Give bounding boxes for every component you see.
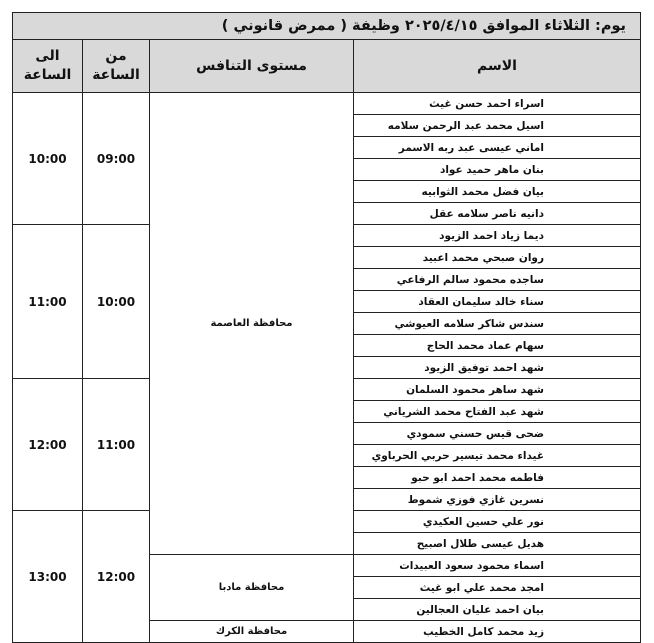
candidate-name: ديما زياد احمد الزيود [354,225,641,247]
candidate-name: بيان فضل محمد الثوابيه [354,181,641,203]
page-title: يوم: الثلاثاء الموافق ٢٠٢٥/٤/١٥ وظيفة ( ممرض قانوني ) [13,13,641,40]
candidate-name: دانيه ناصر سلامه عقل [354,203,641,225]
candidate-name: شهد عبد الفتاح محمد الشرياني [354,401,641,423]
table-row [13,93,641,115]
to-time-cell: 11:00 [13,225,83,379]
header-from-line2: الساعة [92,67,140,83]
header-to-line2: الساعة [23,67,72,83]
to-time-cell: 12:00 [13,379,83,511]
candidate-name: اسراء احمد حسن غيث [354,93,641,115]
to-time-cell: 10:00 [13,93,83,225]
header-row [13,40,641,93]
candidate-name: سناء خالد سليمان العقاد [354,291,641,313]
candidate-name: اماني عيسى عبد ربه الاسمر [354,137,641,159]
schedule-table [12,12,641,643]
candidate-name: سندس شاكر سلامه العيوشي [354,313,641,335]
from-time-cell: 11:00 [83,379,150,511]
candidate-name: نور علي حسين العكيدي [354,511,641,533]
from-time-cell: 10:00 [83,225,150,379]
header-to [13,40,83,93]
title-row [13,13,641,40]
candidate-name: سهام عماد محمد الحاج [354,335,641,357]
candidate-name: غيداء محمد تيسير حربي الحرباوي [354,445,641,467]
from-time-cell: 09:00 [83,93,150,225]
candidate-name: ضحى قيس حسني سمودي [354,423,641,445]
candidate-name: زيد محمد كامل الخطيب [354,621,641,643]
candidate-name: فاطمه محمد احمد ابو حبو [354,467,641,489]
candidate-name: اسماء محمود سعود العبيدات [354,555,641,577]
header-from [83,40,150,93]
header-level: مستوى التنافس [150,40,354,93]
header-from-line1: من [105,48,127,64]
candidate-name: بنان ماهر حميد عواد [354,159,641,181]
candidate-name: نسرين غازي فوزي شموط [354,489,641,511]
candidate-name: شهد ساهر محمود السلمان [354,379,641,401]
from-time-cell: 12:00 [83,511,150,643]
candidate-name: شهد احمد توفيق الزيود [354,357,641,379]
candidate-name: ساجده محمود سالم الرفاعي [354,269,641,291]
to-time-cell: 13:00 [13,511,83,643]
schedule-sheet [12,12,641,643]
candidate-name: روان صبحي محمد اعبيد [354,247,641,269]
header-to-line1: الى [35,48,60,64]
level-cell: محافظة مادبا [150,555,354,621]
candidate-name: بيان احمد عليان العجالين [354,599,641,621]
candidate-name: امجد محمد علي ابو غيث [354,577,641,599]
header-name: الاسم [354,40,641,93]
candidate-name: اسيل محمد عبد الرحمن سلامه [354,115,641,137]
candidate-name: هديل عيسى طلال اصبيح [354,533,641,555]
level-cell: محافظة الكرك [150,621,354,643]
level-cell: محافظة العاصمة [150,93,354,555]
